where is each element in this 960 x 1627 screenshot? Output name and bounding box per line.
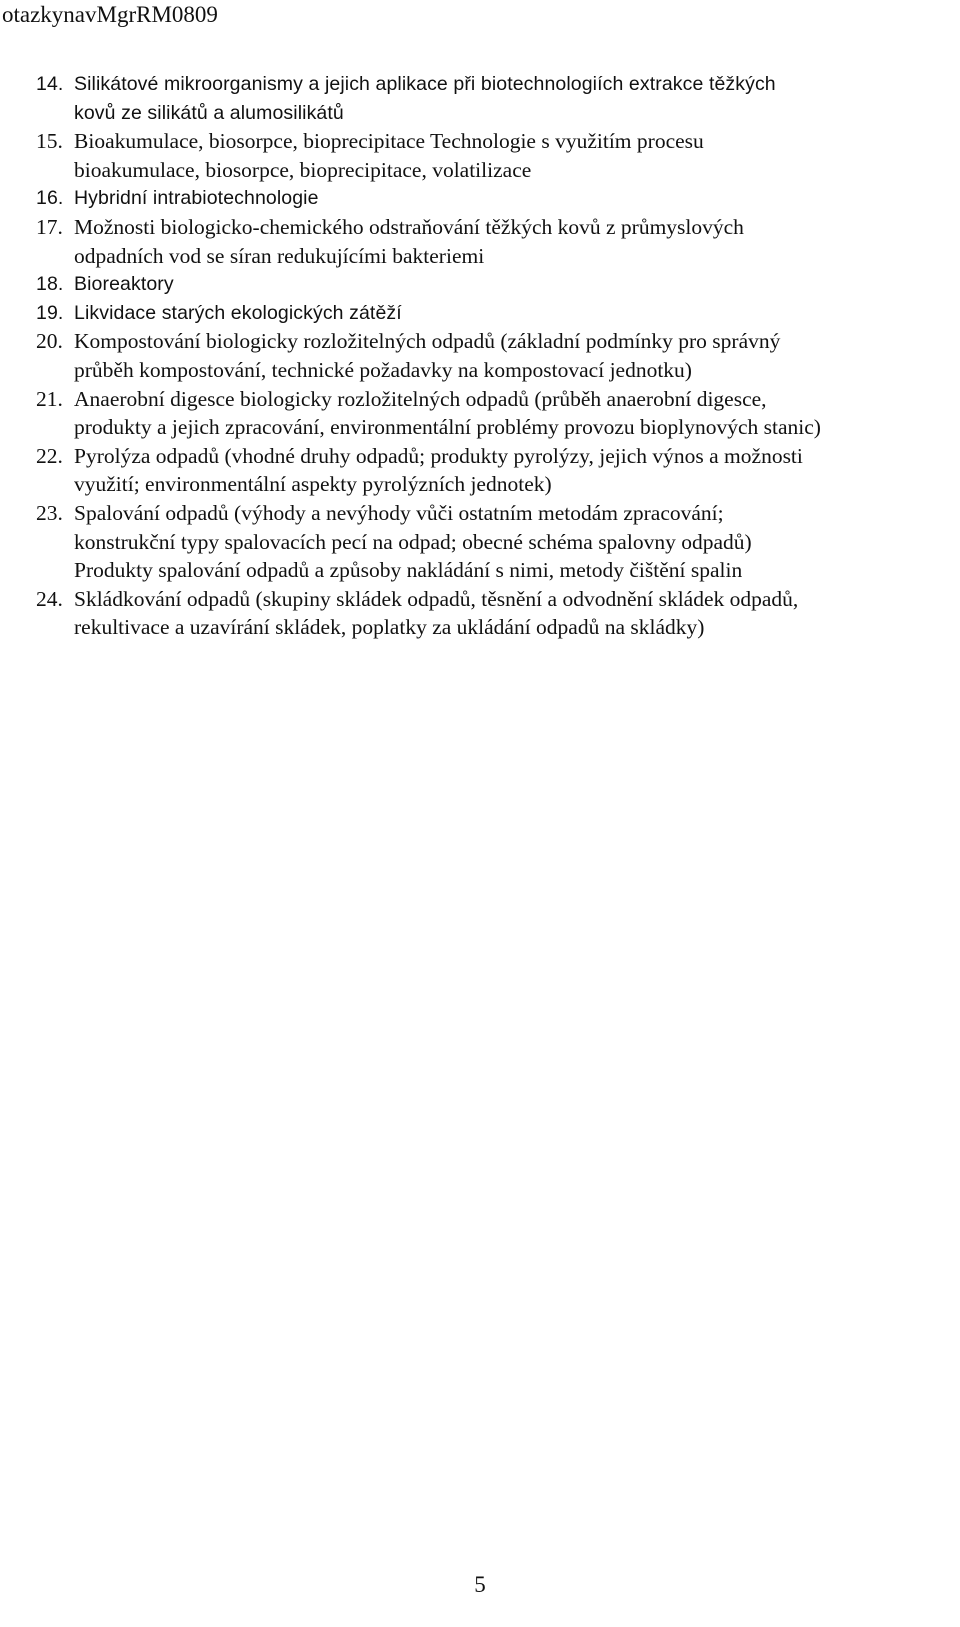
topic-number: 18. bbox=[36, 273, 64, 296]
topic-number: 17. bbox=[36, 214, 63, 239]
topic-item bbox=[36, 184, 956, 213]
topic-text-line: Možnosti biologicko-chemického odstraňování těžkých kovů z průmyslových bbox=[74, 214, 744, 239]
topic-number: 22. bbox=[36, 443, 63, 468]
topic-text-line: Produkty spalování odpadů a způsoby nakládání s nimi, metody čištění spalin bbox=[74, 558, 743, 583]
topic-text-line: konstrukční typy spalovacích pecí na odpad; obecné schéma spalovny odpadů) bbox=[74, 529, 752, 554]
topic-item bbox=[36, 127, 956, 184]
topic-text-line: produkty a jejich zpracování, environmentální problémy provozu bioplynových stanic) bbox=[74, 415, 821, 440]
topic-item bbox=[36, 213, 956, 270]
topic-number: 19. bbox=[36, 301, 64, 324]
topic-item bbox=[36, 499, 956, 585]
topic-text-line: průběh kompostování, technické požadavky na kompostovací jednotku) bbox=[74, 357, 692, 382]
topic-item bbox=[36, 270, 956, 299]
topic-text-line: Likvidace starých ekologických zátěží bbox=[74, 301, 402, 324]
topic-text-line: Hybridní intrabiotechnologie bbox=[74, 187, 319, 210]
document-header-code: otazkynavMgrRM0809 bbox=[2, 2, 218, 27]
topic-text-line: odpadních vod se síran redukujícími bakteriemi bbox=[74, 243, 485, 268]
topic-text-line: Pyrolýza odpadů (vhodné druhy odpadů; produkty pyrolýzy, jejich výnos a možnosti bbox=[74, 443, 803, 468]
topic-item bbox=[36, 70, 956, 127]
topic-item bbox=[36, 585, 956, 642]
topic-item bbox=[36, 327, 956, 384]
topic-text-line: Anaerobní digesce biologicky rozložitelných odpadů (průběh anaerobní digesce, bbox=[74, 386, 767, 411]
topic-text-line: bioakumulace, biosorpce, bioprecipitace, volatilizace bbox=[74, 157, 532, 182]
topic-item bbox=[36, 299, 956, 328]
topic-list bbox=[36, 70, 956, 642]
topic-text-line: Silikátové mikroorganismy a jejich aplikace při biotechnologiích extrakce těžkých bbox=[74, 73, 776, 95]
topic-text-line: Kompostování biologicky rozložitelných odpadů (základní podmínky pro správný bbox=[74, 329, 781, 354]
topic-text-line: Skládkování odpadů (skupiny skládek odpadů, těsnění a odvodnění skládek odpadů, bbox=[74, 586, 799, 611]
topic-item bbox=[36, 442, 956, 499]
topic-text-line: rekultivace a uzavírání skládek, poplatky za ukládání odpadů na skládky) bbox=[74, 615, 705, 640]
topic-number: 15. bbox=[36, 129, 63, 154]
topic-number: 24. bbox=[36, 586, 63, 611]
topic-item bbox=[36, 385, 956, 442]
topic-number: 20. bbox=[36, 329, 63, 354]
topic-text-line: kovů ze silikátů a alumosilikátů bbox=[74, 101, 344, 124]
topic-number: 16. bbox=[36, 187, 64, 210]
topic-number: 23. bbox=[36, 500, 63, 525]
topic-text-line: využití; environmentální aspekty pyrolýzních jednotek) bbox=[74, 472, 552, 497]
topic-number: 14. bbox=[36, 73, 64, 95]
topic-text-line: Spalování odpadů (výhody a nevýhody vůči ostatním metodám zpracování; bbox=[74, 500, 724, 525]
topic-number: 21. bbox=[36, 386, 63, 411]
page-number: 5 bbox=[474, 1572, 486, 1597]
topic-text-line: Bioreaktory bbox=[74, 273, 174, 296]
topic-text-line: Bioakumulace, biosorpce, bioprecipitace Technologie s využitím procesu bbox=[74, 129, 704, 154]
